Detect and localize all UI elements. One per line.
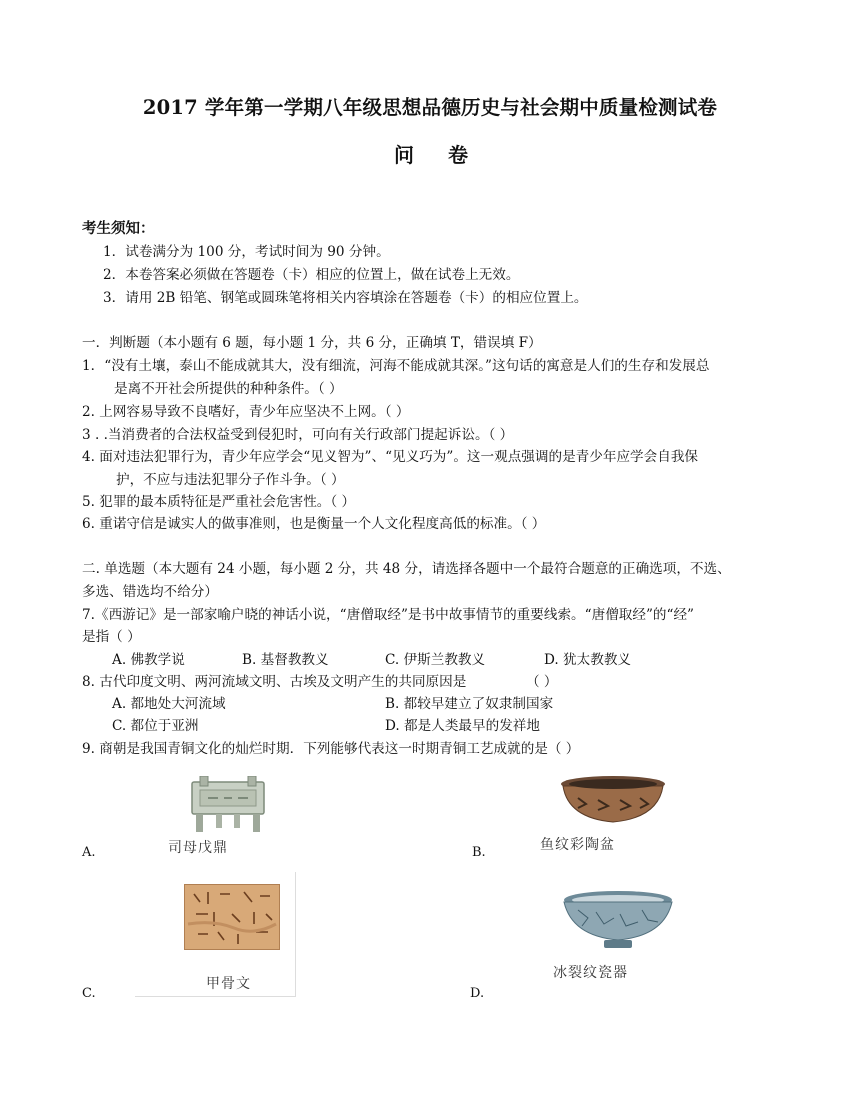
section2-heading: 二. 单选题（本大题有 24 小题，每小题 2 分，共 48 分，请选择各题中一个最符合题意的正确选项，不选、 [82,561,731,577]
question-7: 7.《西游记》是一部家喻户晓的神话小说，“唐僧取经”是书中故事情节的重要线索。“唐僧取经”的“经” [82,607,695,623]
q9-option-a-letter[interactable]: A. [82,845,96,860]
oracle-bone-image [184,884,280,950]
bronze-ding-image [186,776,270,834]
q7-option-a: A. 佛教学说 [112,652,185,668]
subtitle-char-1: 问 [394,143,414,167]
section2-heading-cont: 多选、错选均不给分） [82,584,218,600]
question-2: 2. 上网容易导致不良嗜好，青少年应坚决不上网。（ ） [82,404,410,420]
q7-option-b: B. 基督教教义 [242,652,329,668]
section1-heading: 一．判断题（本小题有 6 题，每小题 1 分，共 6 分，正确填 T，错误填 F） [82,335,542,351]
q7-option-d: D. 犹太教教义 [544,652,632,668]
question-5: 5. 犯罪的最本质特征是严重社会危害性。（ ） [82,494,356,510]
q9-option-b-letter[interactable]: B. [472,845,486,860]
q8-option-d: D. 都是人类最早的发祥地 [385,718,540,734]
question-8: 8. 古代印度文明、两河流域文明、古埃及文明产生的共同原因是 [82,674,467,690]
figure-caption-a: 司母戊鼎 [168,840,228,856]
question-8-paren: （ ） [526,674,558,690]
question-9: 9. 商朝是我国青铜文化的灿烂时期．下列能够代表这一时期青铜工艺成就的是（ ） [82,741,580,757]
crackle-porcelain-bowl-image [560,890,676,952]
figure-caption-c: 甲骨文 [206,976,251,992]
page-title: 2017 学年第一学期八年级思想品德历史与社会期中质量检测试卷 [142,96,718,119]
question-4: 4. 面对违法犯罪行为，青少年应学会“见义智为”、“见义巧为”。这一观点强调的是青少年应学会自我保 [82,449,699,465]
q8-option-a: A. 都地处大河流域 [112,696,226,712]
question-3: 3 . .当消费者的合法权益受到侵犯时，可向有关行政部门提起诉讼。（ ） [82,427,514,443]
subtitle-char-2: 卷 [448,143,468,167]
question-6: 6. 重诺守信是诚实人的做事准则，也是衡量一个人文化程度高低的标准。（ ） [82,516,546,532]
question-1-cont: 是离不开社会所提供的种种条件。（ ） [114,381,343,397]
notice-item: 2．本卷答案必须做在答题卷（卡）相应的位置上，做在试卷上无效。 [103,267,520,283]
q7-option-c: C. 伊斯兰教教义 [385,652,486,668]
question-4-cont: 护，不应与违法犯罪分子作斗争。（ ） [116,472,345,488]
notice-heading: 考生须知： [82,220,155,237]
figure-caption-b: 鱼纹彩陶盆 [540,837,615,853]
painted-pottery-basin-image [558,774,668,826]
q8-option-b: B. 都较早建立了奴隶制国家 [385,696,554,712]
q9-option-c-letter[interactable]: C. [82,986,96,1001]
figure-caption-d: 冰裂纹瓷器 [553,965,628,981]
q9-option-d-letter[interactable]: D. [470,986,485,1001]
notice-item: 1．试卷满分为 100 分，考试时间为 90 分钟。 [103,244,390,260]
q8-option-c: C. 都位于亚洲 [112,718,199,734]
notice-item: 3．请用 2B 铅笔、钢笔或圆珠笔将相关内容填涂在答题卷（卡）的相应位置上。 [103,290,588,306]
question-1: 1．“没有土壤，泰山不能成就其大，没有细流，河海不能成就其深。”这句话的寓意是人们的生存和发展总 [82,358,710,374]
question-7-cont: 是指（ ） [82,629,141,645]
